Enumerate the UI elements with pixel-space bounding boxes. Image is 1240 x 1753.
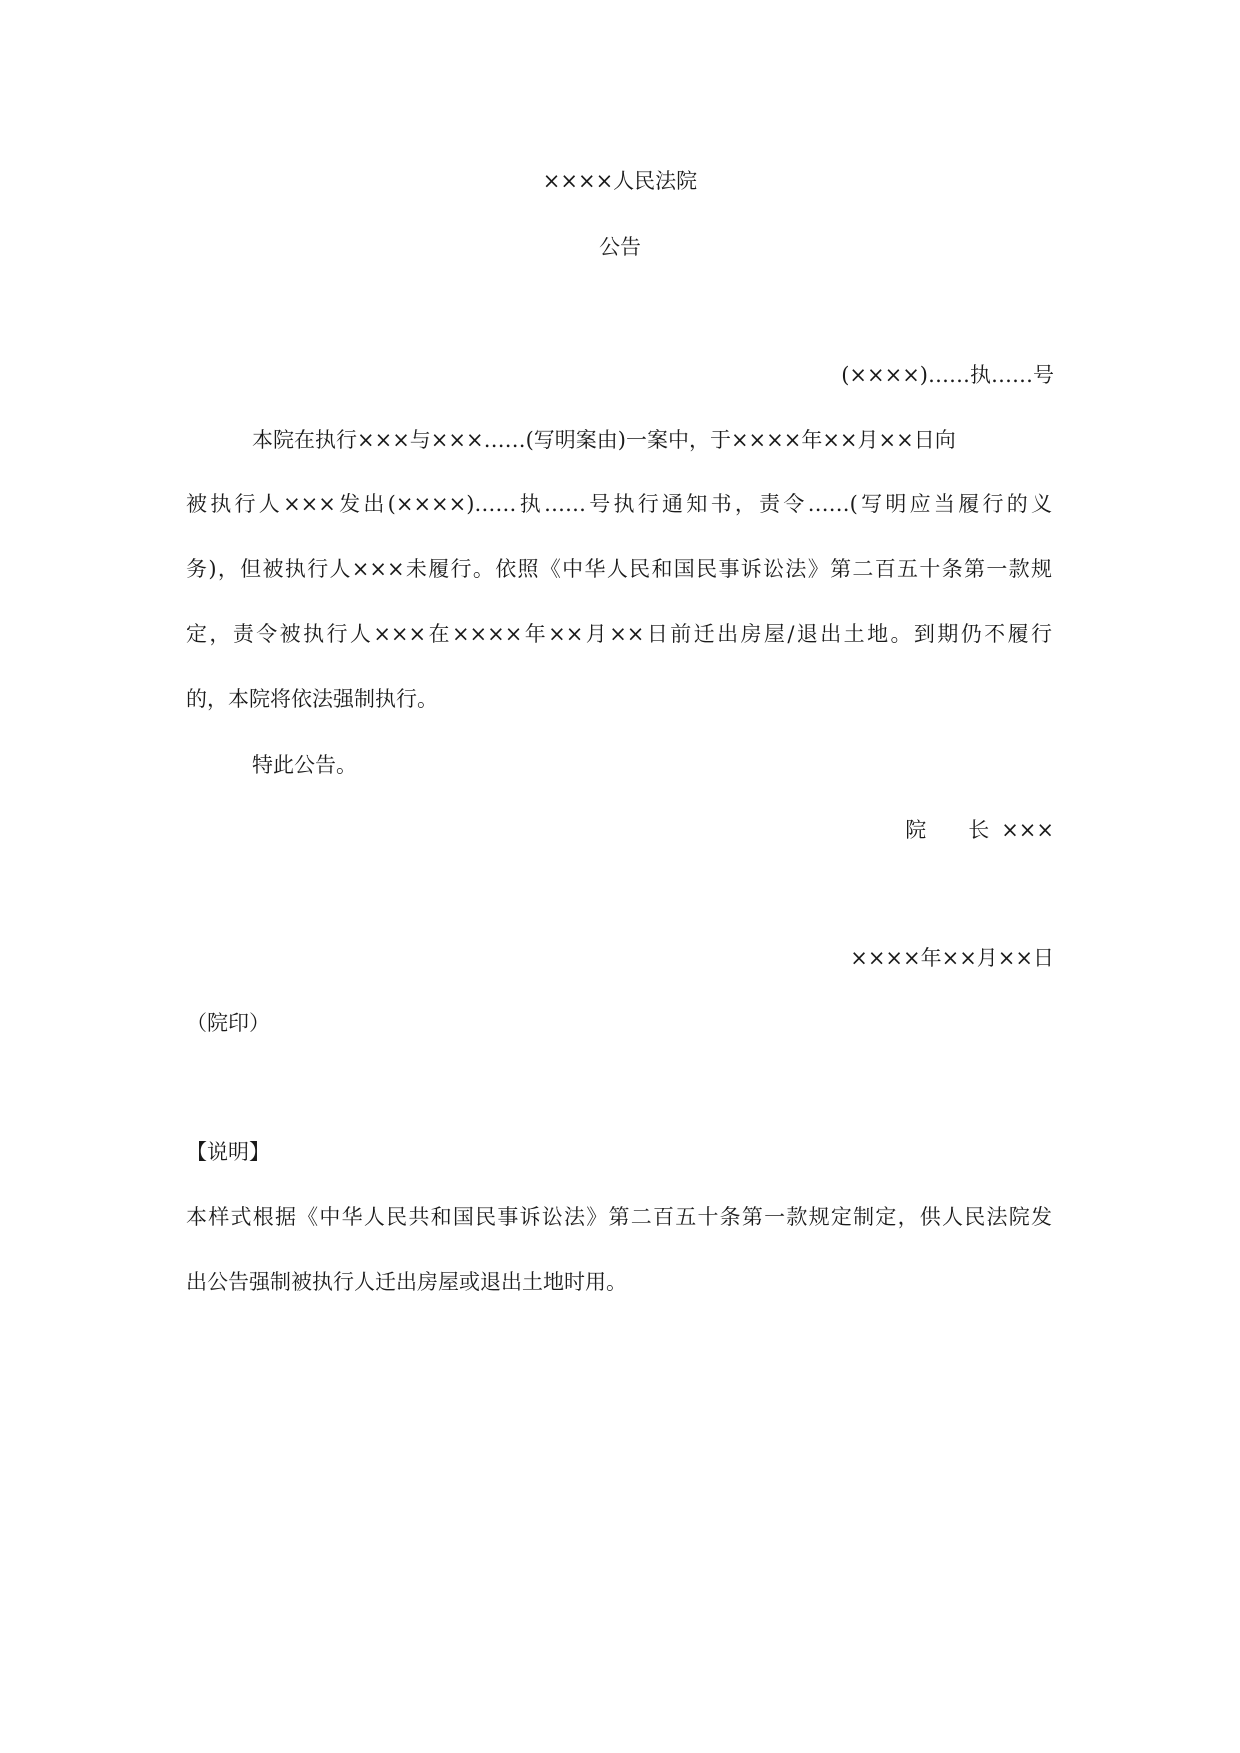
- body-line: 定，责令被执行人×××在××××年××月××日前迁出房屋/退出土地。到期仍不履行: [186, 622, 1052, 646]
- document-date: ××××年××月××日: [850, 946, 1054, 970]
- signer-name: ×××: [1001, 818, 1054, 842]
- case-number: (××××)……执……号: [841, 363, 1054, 387]
- body-line: 的，本院将依法强制执行。: [186, 687, 438, 711]
- body-line: 本院在执行×××与×××……(写明案由)一案中，于××××年××月××日向: [252, 428, 956, 452]
- signer-title-first: 院: [905, 818, 927, 842]
- signer-block: [905, 815, 1054, 845]
- seal-note: （院印）: [186, 1011, 270, 1035]
- closing-text: 特此公告。: [252, 753, 357, 777]
- body-line: 被执行人×××发出(××××)……执……号执行通知书，责令……(写明应当履行的义: [186, 492, 1052, 516]
- note-line: 出公告强制被执行人迁出房屋或退出土地时用。: [186, 1270, 627, 1294]
- document-title: 公告: [599, 235, 641, 259]
- court-name: ××××人民法院: [542, 169, 698, 193]
- signer-title-second: 长: [968, 818, 990, 842]
- body-line: 务)，但被执行人×××未履行。依照《中华人民和国民事诉讼法》第二百五十条第一款规: [186, 557, 1052, 581]
- note-line: 本样式根据《中华人民共和国民事诉讼法》第二百五十条第一款规定制定，供人民法院发: [186, 1205, 1052, 1229]
- note-heading: 【说明】: [186, 1140, 270, 1164]
